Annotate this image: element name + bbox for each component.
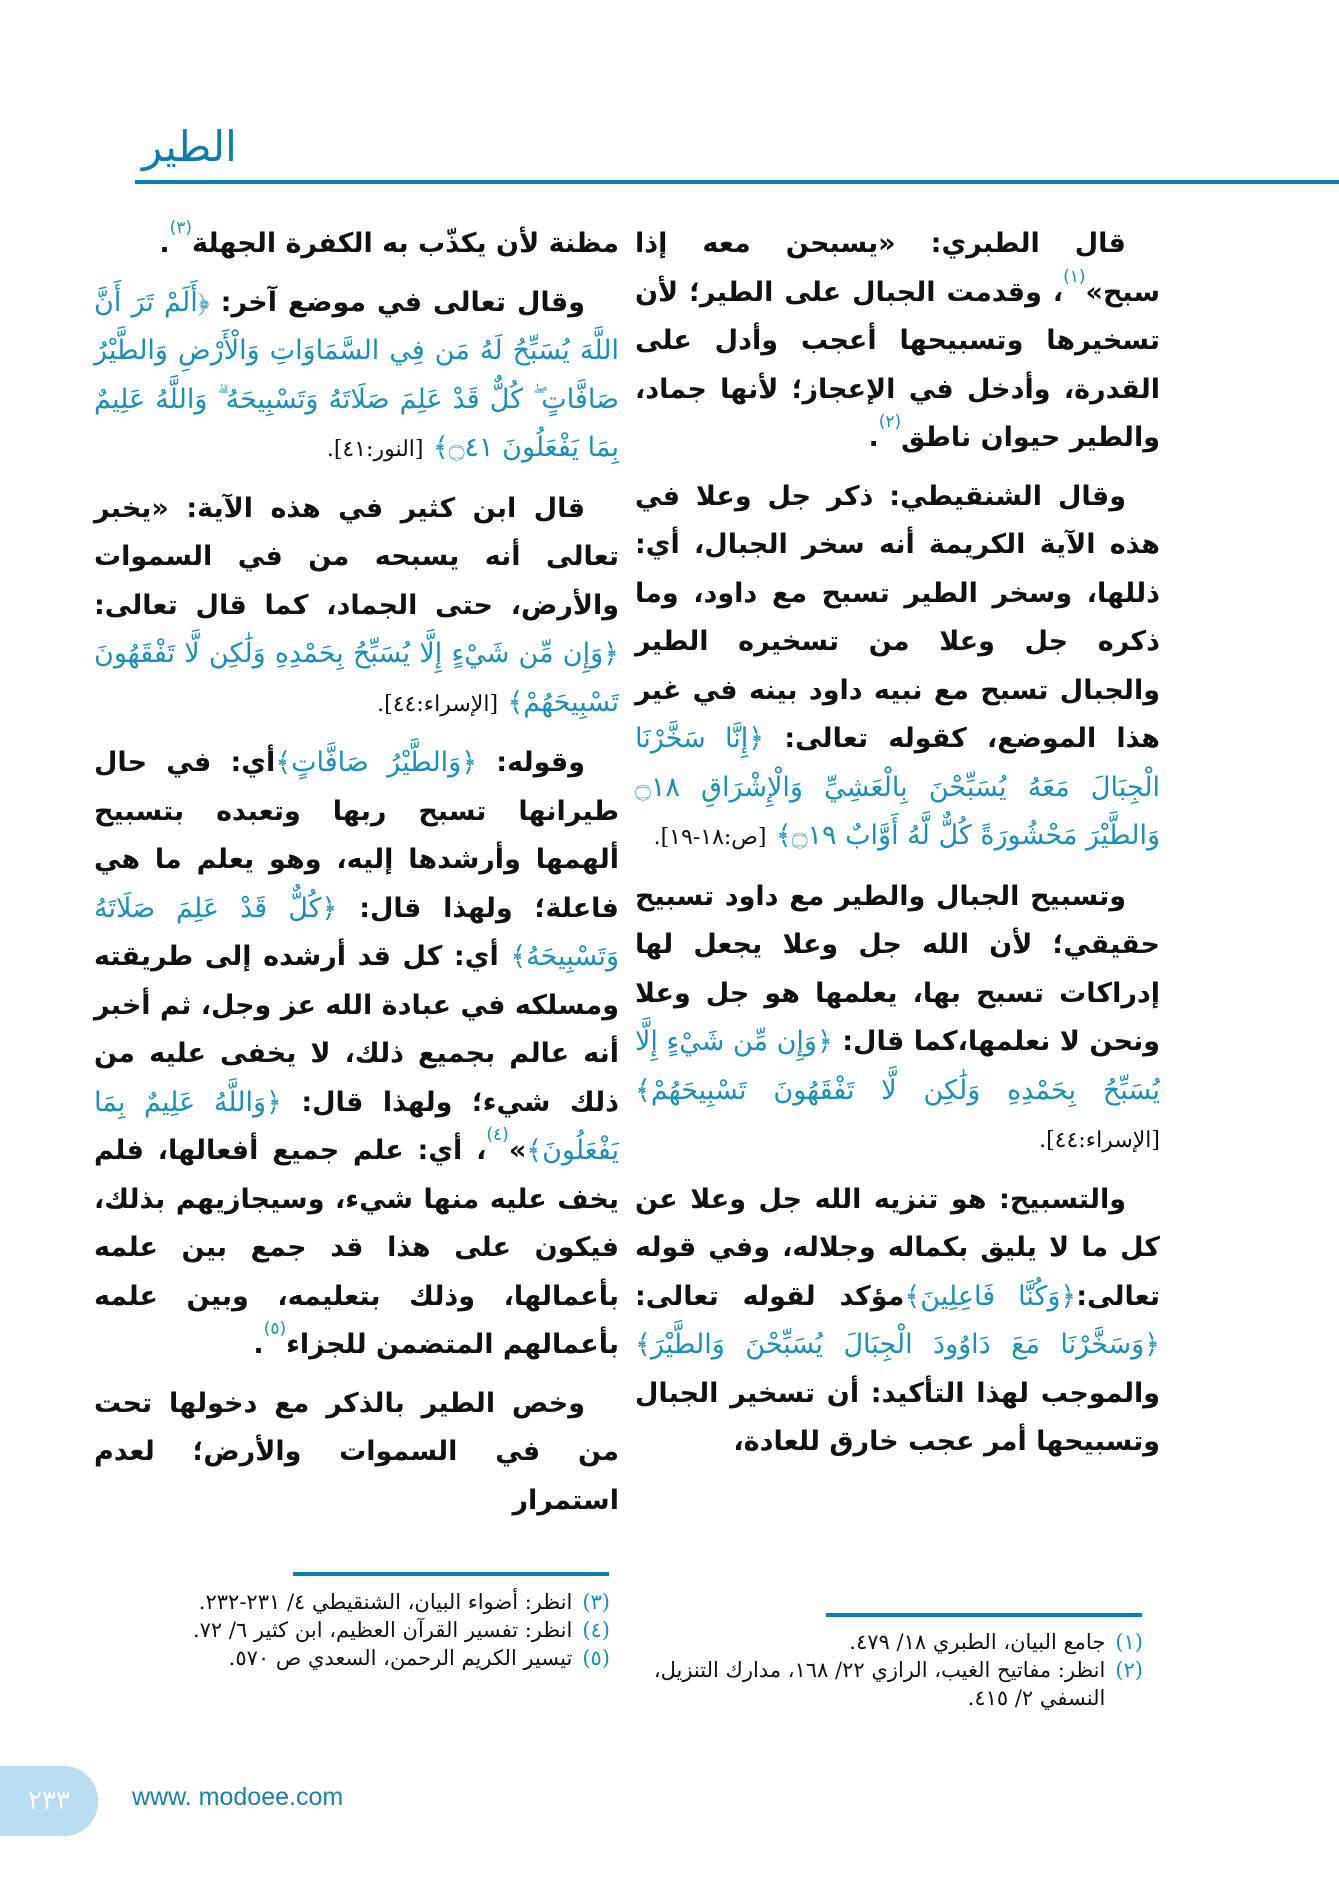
footnote-text: انظر: أضواء البيان، الشنقيطي ٤/ ٢٣١-٢٣٢. (198, 1590, 573, 1614)
footnote-ref-2[interactable]: (٢) (878, 412, 902, 432)
header-divider (135, 180, 1339, 184)
footnote-item (94, 1588, 610, 1616)
footnote-text: تيسير الكريم الرحمن، السعدي ص ٥٧٠. (228, 1646, 573, 1670)
verse-reference: [الإسراء:٤٤]. (1039, 1128, 1160, 1153)
right-column (635, 220, 1160, 1477)
body-text: ، وقدمت الجبال على الطير؛ لأن تسخيرها وتسبيحها أعجب وأدل على القدرة، وأدخل في الإعجاز؛ لأنها جماد، والطير حيوان ناطق (635, 276, 1160, 453)
page-number-badge: ٢٣٣ (0, 1766, 98, 1836)
verse-reference: [الإسراء:٤٤]. (377, 691, 499, 717)
body-text: مظنة لأن يكذّب به الكفرة الجهلة (192, 228, 619, 259)
paragraph-another-place (94, 279, 619, 475)
quran-verse: ﴿وَالطَّيْرُ صَافَّاتٍ﴾ (275, 747, 478, 778)
body-text: وقوله: (496, 747, 585, 778)
body-text: مؤكد لقوله تعالى: (635, 1280, 905, 1312)
body-text: . (253, 1329, 264, 1360)
body-text: والتسبيح: هو تنزيه الله جل وعلا عن كل ما لا يليق بكماله وجلاله، وفي قوله تعالى: (635, 1183, 1160, 1312)
body-text: ، أي: علم جميع أفعالها، فلم يخف عليه منها شيء، وسيجازيهم بذلك، فيكون على هذا قد جمع بين علمه بأعمالها، وذلك بتعليمه، وبين علمه بأعمالهم المتضمن للجزاء (94, 1135, 619, 1360)
quran-verse: ﴿كُلٌّ قَدْ عَلِمَ صَلَاتَهُ وَتَسْبِيحَهُ﴾ (94, 892, 619, 972)
body-text: أي: كل قد أرشده إلى طريقته ومسلكه في عبادة الله عز وجل، ثم أخبر أنه عالم بجميع ذلك، لا يخفى عليه من ذلك شيء؛ ولهذا قال: (94, 941, 619, 1118)
verse-reference: [النور:٤١]. (326, 437, 424, 462)
footnote-text: انظر: تفسير القرآن العظيم، ابن كثير ٦/ ٧٢. (192, 1618, 573, 1642)
paragraph-tabari (635, 220, 1160, 463)
quran-verse: ﴿أَلَمْ تَرَ أَنَّ اللَّهَ يُسَبِّحُ لَهُ مَن فِي السَّمَاوَاتِ وَالْأَرْضِ وَالطَّيْرُ صَافَّاتٍ ۖ كُلٌّ قَدْ عَلِمَ صَلَاتَهُ وَتَسْبِيحَهُ ۗ وَاللَّهُ عَلِيمٌ بِمَا يَفْعَلُونَ ۝٤١﴾ (94, 286, 619, 463)
footnote-number: (٥) (582, 1646, 610, 1670)
footnotes-right (635, 1628, 1143, 1712)
body-text: وتسبيح الجبال والطير مع داود تسبيح حقيقي؛ لأن الله جل وعلا يجعل لها إدراكات تسبح بها، يعلمها هو جل وعلا ونحن لا نعلمها،كما قال: (635, 880, 1160, 1057)
footnote-item (94, 1616, 610, 1644)
body-text: . (159, 228, 170, 259)
footnote-item (94, 1644, 610, 1672)
body-text: قال ابن كثير في هذه الآية: «يخبر تعالى أنه يسبحه من في السموات والأرض، حتى الجماد، كما قال تعالى: (94, 492, 619, 621)
body-text: والموجب لهذا التأكيد: أن تسخير الجبال وتسبيحها أمر عجب خارق للعادة، (635, 1377, 1160, 1457)
quran-verse: ﴿إِنَّا سَخَّرْنَا الْجِبَالَ مَعَهُ يُسَبِّحْنَ بِالْعَشِيِّ وَالْإِشْرَاقِ ۝١٨ وَالطَّيْرَ مَحْشُورَةً كُلٌّ لَّهُ أَوَّابٌ ۝١٩﴾ (635, 723, 1160, 851)
body-text: وخص الطير بالذكر مع دخولها تحت من في السموات والأرض؛ لعدم استمرار (94, 1387, 619, 1516)
footnote-text: جامع البيان، الطبري ١٨/ ٤٧٩. (849, 1630, 1106, 1654)
paragraph-birds-in-flight (94, 739, 619, 1370)
paragraph-tasbih-definition (635, 1176, 1160, 1467)
body-text: وقال تعالى في موضع آخر: (220, 286, 585, 318)
body-text: قال الطبري: «يسبحن معه إذا سبح» (635, 228, 1160, 308)
paragraph-shanqiti (635, 473, 1160, 863)
footnote-divider (293, 1572, 609, 1576)
footnote-item (635, 1628, 1143, 1656)
footnote-number: (٢) (1115, 1658, 1143, 1682)
footnote-divider (826, 1613, 1142, 1617)
quran-verse: ﴿وَسَخَّرْنَا مَعَ دَاوُودَ الْجِبَالَ يُسَبِّحْنَ وَالطَّيْرَ﴾ (635, 1329, 1160, 1360)
footnote-text: انظر: مفاتيح الغيب، الرازي ٢٢/ ١٦٨، مدارك التنزيل، النسفي ٢/ ٤١٥. (653, 1658, 1106, 1710)
footnote-number: (١) (1115, 1630, 1143, 1654)
chapter-title: الطير (142, 122, 237, 171)
body-text: » (508, 1135, 527, 1166)
paragraph-tasbih-real (635, 873, 1160, 1166)
quran-verse: ﴿وَكُنَّا فَاعِلِينَ﴾ (904, 1280, 1077, 1312)
body-text: . (868, 422, 879, 453)
footnote-number: (٤) (582, 1618, 610, 1642)
footnote-ref-5[interactable]: (٥) (263, 1319, 287, 1339)
quran-verse: ﴿وَإِن مِّن شَيْءٍ إِلَّا يُسَبِّحُ بِحَمْدِهِ وَلَٰكِن لَّا تَفْقَهُونَ تَسْبِيحَهُمْ﴾ (94, 638, 619, 718)
quran-verse: ﴿وَإِن مِّن شَيْءٍ إِلَّا يُسَبِّحُ بِحَمْدِهِ وَلَٰكِن لَّا تَفْقَهُونَ تَسْبِيحَهُمْ﴾ (635, 1026, 1160, 1106)
footnote-item (635, 1656, 1143, 1712)
quran-verse: ﴿وَاللَّهُ عَلِيمٌ بِمَا يَفْعَلُونَ﴾ (94, 1086, 619, 1166)
body-text: وقال الشنقيطي: ذكر جل وعلا في هذه الآية الكريمة أنه سخر الجبال، أي: ذللها، وسخر الطير تسبح مع داود، وما ذكره جل وعلا من تسخيره الطير والجبال تسبح مع نبيه داود بينه في غير هذا الموضع، كقوله تعالى: (635, 480, 1160, 754)
paragraph-continuation (94, 220, 619, 269)
body-text: أي: في حال طيرانها تسبح ربها وتعبده بتسبيح ألهمها وأرشدها إليه، وهو يعلم ما هي فاعلة؛ ولهذا قال: (94, 747, 619, 924)
website-link[interactable]: www. modoee.com (132, 1783, 344, 1811)
left-column (94, 220, 619, 1535)
verse-reference: [ص:١٨-١٩]. (653, 825, 767, 850)
footnote-ref-4[interactable]: (٤) (486, 1125, 509, 1145)
footnote-number: (٣) (582, 1590, 610, 1614)
footnotes-left (94, 1588, 610, 1672)
footnote-ref-3[interactable]: (٣) (169, 218, 193, 238)
footnote-ref-1[interactable]: (١) (1063, 266, 1086, 287)
paragraph-birds-special (94, 1380, 619, 1526)
paragraph-ibn-kathir (94, 485, 619, 730)
